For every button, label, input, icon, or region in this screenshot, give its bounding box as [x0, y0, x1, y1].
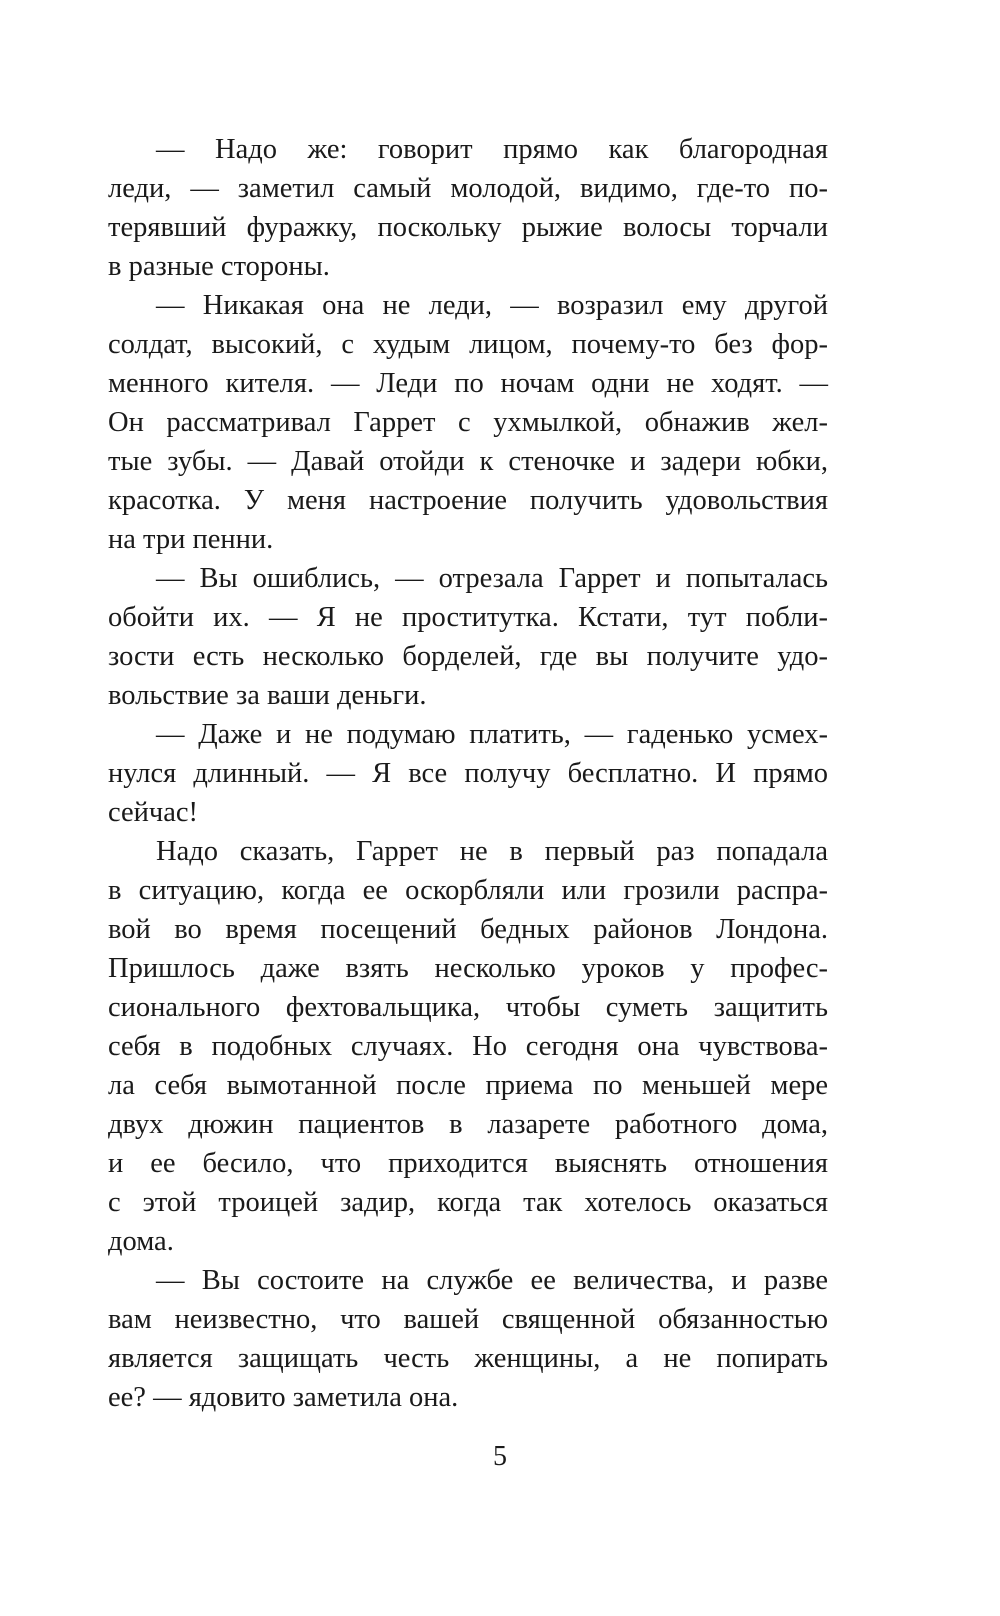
text-line: — Вы ошиблись, — отрезала Гаррет и попыталась	[156, 563, 828, 594]
text-line: сионального фехтовальщика, чтобы суметь защитить	[108, 992, 828, 1023]
text-line: сейчас!	[108, 797, 199, 828]
text-line: солдат, высокий, с худым лицом, почему-то без фор-	[108, 329, 828, 360]
text-line: вольствие за ваши деньги.	[108, 680, 427, 711]
text-line: — Даже и не подумаю платить, — гаденько усмех-	[156, 719, 828, 750]
text-line: менного кителя. — Леди по ночам одни не ходят. —	[108, 368, 828, 399]
text-line: с этой троицей задир, когда так хотелось оказаться	[108, 1187, 828, 1218]
text-line: вой во время посещений бедных районов Лондона.	[108, 914, 828, 945]
text-line: — Никакая она не леди, — возразил ему другой	[156, 290, 828, 321]
text-line: красотка. У меня настроение получить удовольствия	[108, 485, 828, 516]
text-line: Он рассматривал Гаррет с ухмылкой, обнажив жел-	[108, 407, 828, 438]
text-line: нулся длинный. — Я все получу бесплатно. И прямо	[108, 758, 828, 789]
text-line: — Надо же: говорит прямо как благородная	[156, 134, 828, 165]
text-line: леди, — заметил самый молодой, видимо, где-то по-	[108, 173, 828, 204]
text-line: двух дюжин пациентов в лазарете работного дома,	[108, 1109, 828, 1140]
page-text-block	[108, 130, 828, 1417]
text-line: обойти их. — Я не проститутка. Кстати, тут побли-	[108, 602, 828, 633]
text-line: ла себя вымотанной после приема по меньшей мере	[108, 1070, 828, 1101]
text-line: себя в подобных случаях. Но сегодня она чувствова-	[108, 1031, 828, 1062]
text-line: — Вы состоите на службе ее величества, и разве	[156, 1265, 828, 1296]
page-number: 5	[493, 1441, 507, 1472]
text-line: Пришлось даже взять несколько уроков у профес-	[108, 953, 828, 984]
text-line: на три пенни.	[108, 524, 274, 555]
text-line: терявший фуражку, поскольку рыжие волосы торчали	[108, 212, 828, 243]
text-line: в разные стороны.	[108, 251, 330, 282]
text-line: вам неизвестно, что вашей священной обязанностью	[108, 1304, 828, 1335]
text-line: дома.	[108, 1226, 174, 1257]
text-line: зости есть несколько борделей, где вы получите удо-	[108, 641, 828, 672]
text-line: в ситуацию, когда ее оскорбляли или грозили распра-	[108, 875, 828, 906]
text-line: является защищать честь женщины, а не попирать	[108, 1343, 828, 1374]
text-line: тые зубы. — Давай отойди к стеночке и задери юбки,	[108, 446, 828, 477]
text-line: Надо сказать, Гаррет не в первый раз попадала	[156, 836, 828, 867]
text-line: и ее бесило, что приходится выяснять отношения	[108, 1148, 828, 1179]
text-line: ее? — ядовито заметила она.	[108, 1382, 459, 1413]
